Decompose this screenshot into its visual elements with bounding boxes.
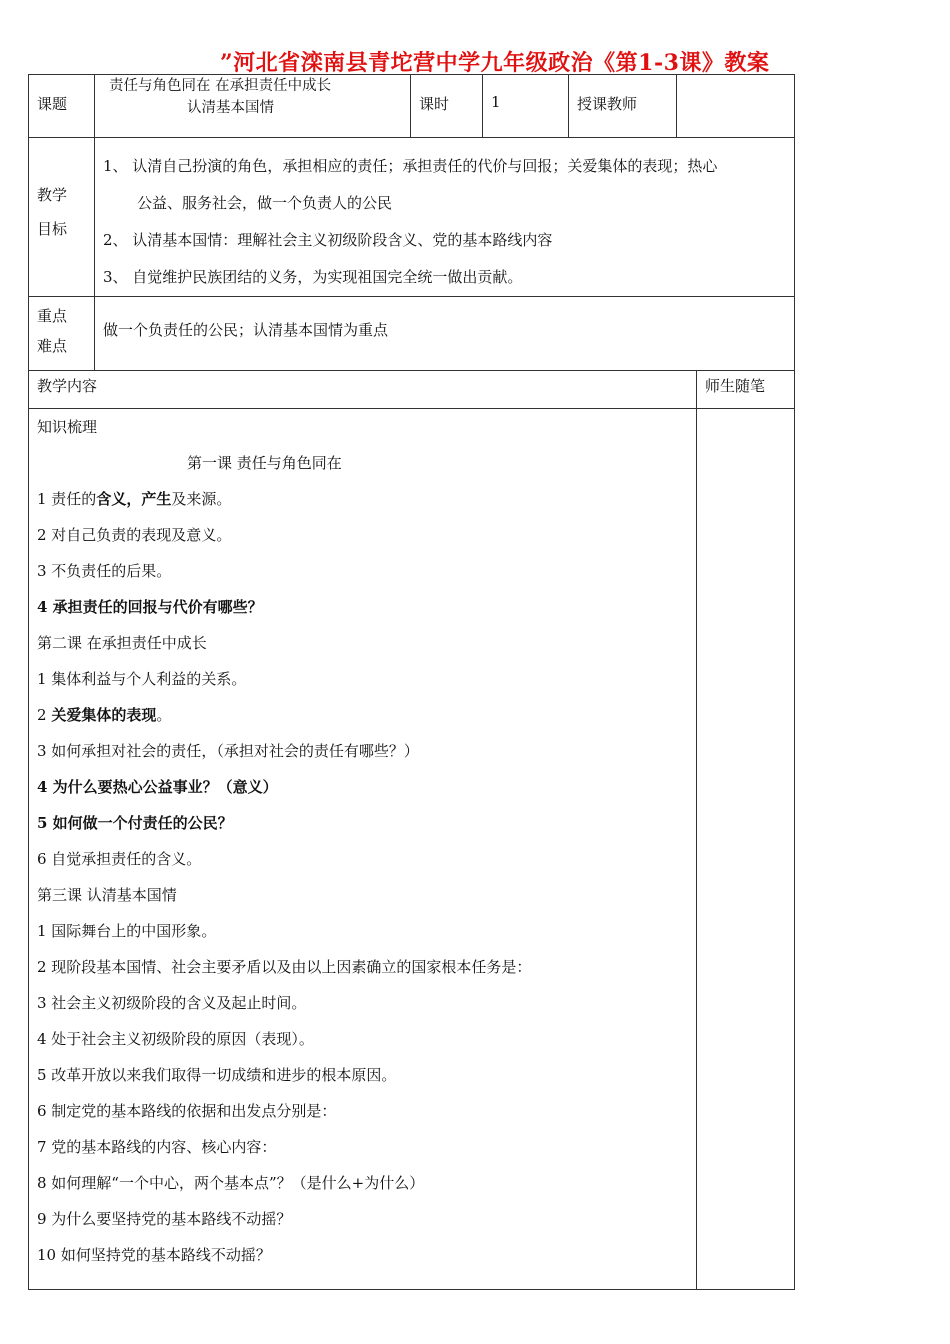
keypoints-label [29, 297, 95, 371]
objective-1b: 公益、服务社会，做一个负责人的公民 [137, 194, 393, 212]
hours-value: 1 [483, 75, 569, 138]
lesson1-item-1-bold: 含义，产生 [96, 490, 172, 508]
objectives-row [29, 138, 795, 297]
lesson3-title: 第三课 认清基本国情 [37, 886, 177, 904]
objectives-content [95, 138, 795, 297]
lesson1-item-1-post: 及来源。 [171, 490, 232, 508]
hours-label: 课时 [411, 75, 483, 138]
section-title: 知识梳理 [37, 418, 98, 436]
lesson2-item-5-text: 5 如何做一个付责任的公民？ [37, 814, 233, 832]
keypoints-label-line-1: 重点 [37, 307, 68, 325]
lesson1-item-1-pre: 1 责任的 [37, 490, 97, 508]
lesson3-item-10: 10 如何坚持党的基本路线不动摇？ [37, 1246, 271, 1264]
objective-3: 3、 自觉维护民族团结的义务，为实现祖国完全统一做出贡献。 [103, 268, 523, 286]
teacher-label: 授课教师 [569, 75, 677, 138]
topic-line-2: 认清基本国情 [187, 100, 274, 116]
topic-label: 课题 [29, 75, 95, 138]
lesson-plan-table [28, 74, 795, 1290]
notes-column [697, 409, 795, 1290]
content-row [29, 409, 795, 1290]
lesson2-item-1: 1 集体利益与个人利益的关系。 [37, 670, 247, 688]
lesson3-item-5: 5 改革开放以来我们取得一切成绩和进步的根本原因。 [37, 1066, 397, 1084]
lesson3-item-1: 1 国际舞台上的中国形象。 [37, 922, 217, 940]
lesson1-title: 第一课 责任与角色同在 [187, 454, 342, 472]
lesson1-item-2: 2 对自己负责的表现及意义。 [37, 526, 232, 544]
lesson2-item-2-post: 。 [156, 706, 172, 724]
lesson2-title: 第二课 在承担责任中成长 [37, 634, 207, 652]
lesson3-item-9: 9 为什么要坚持党的基本路线不动摇？ [37, 1210, 292, 1228]
lesson3-item-3: 3 社会主义初级阶段的含义及起止时间。 [37, 994, 307, 1012]
lesson2-item-5 [37, 811, 696, 847]
lesson2-item-3: 3 如何承担对社会的责任，（承担对社会的责任有哪些？） [37, 742, 419, 760]
lesson3-item-4: 4 处于社会主义初级阶段的原因（表现）。 [37, 1030, 314, 1048]
keypoints-text: 做一个负责任的公民；认清基本国情为重点 [95, 297, 795, 371]
objective-1a: 1、 认清自己扮演的角色，承担相应的责任；承担责任的代价与回报；关爱集体的表现；热心 [103, 157, 718, 175]
objectives-label-line-1: 教学 [37, 186, 68, 204]
content-header-left: 教学内容 [29, 371, 697, 409]
teacher-value [677, 75, 795, 138]
lesson3-item-2: 2 现阶段基本国情、社会主要矛盾以及由以上因素确立的国家根本任务是： [37, 958, 532, 976]
objectives-label [29, 138, 95, 297]
info-row [29, 75, 795, 138]
lesson2-item-2-bold: 关爱集体的表现 [51, 706, 157, 724]
keypoints-label-line-2: 难点 [37, 337, 68, 355]
lesson3-item-8: 8 如何理解“一个中心，两个基本点”？（是什么+为什么） [37, 1174, 425, 1192]
content-header-row [29, 371, 795, 409]
lesson2-item-2-pre: 2 [37, 706, 52, 724]
content-body [29, 409, 697, 1290]
lesson2-item-6: 6 自觉承担责任的含义。 [37, 850, 202, 868]
lesson1-item-4-text: 4 承担责任的回报与代价有哪些？ [37, 598, 263, 616]
lesson1-item-3: 3 不负责任的后果。 [37, 562, 172, 580]
content-header-right: 师生随笔 [697, 371, 795, 409]
lesson3-item-6: 6 制定党的基本路线的依据和出发点分别是： [37, 1102, 337, 1120]
lesson1-item-1 [37, 487, 696, 523]
topic-line-1: 责任与角色同在 在承担责任中成长 [109, 78, 332, 94]
lesson3-item-7: 7 党的基本路线的内容、核心内容： [37, 1138, 277, 1156]
topic-cell [95, 75, 411, 138]
objective-2: 2、 认清基本国情：理解社会主义初级阶段含义、党的基本路线内容 [103, 231, 553, 249]
objectives-label-line-2: 目标 [37, 220, 68, 238]
lesson1-item-4 [37, 595, 696, 631]
lesson2-item-4-text: 4 为什么要热心公益事业？（意义） [37, 778, 278, 796]
lesson2-item-2 [37, 703, 696, 739]
keypoints-row [29, 297, 795, 371]
lesson2-item-4 [37, 775, 696, 811]
document-title: ”河北省滦南县青坨营中学九年级政治《第1-3课》教案 [220, 50, 770, 76]
